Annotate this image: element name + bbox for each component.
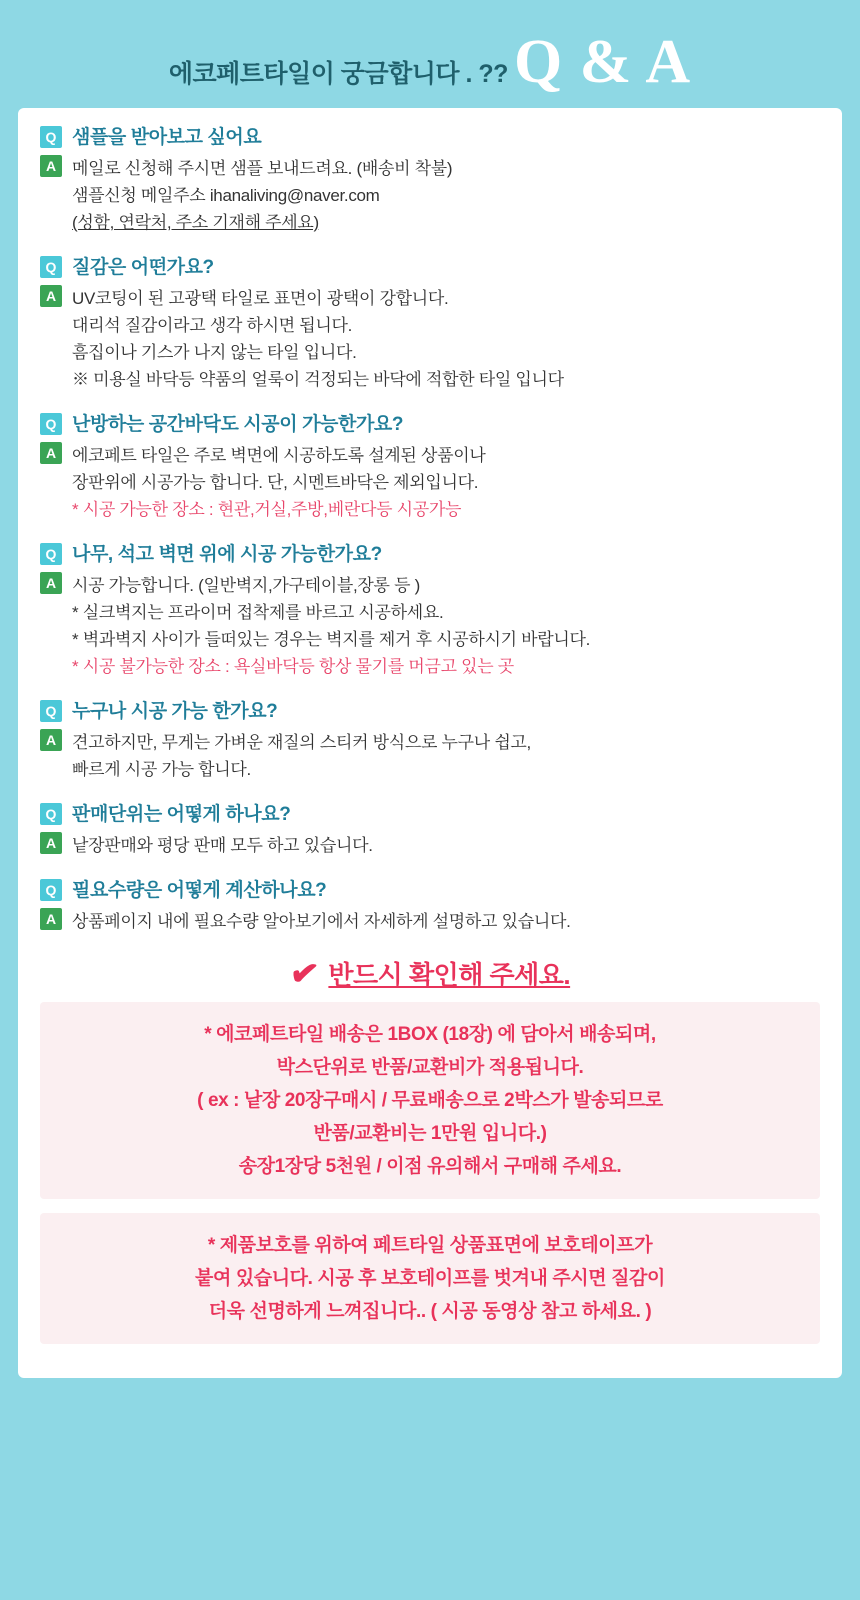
faq-item bbox=[40, 256, 820, 393]
question-badge: Q bbox=[40, 256, 62, 278]
notice-box-shipping bbox=[40, 1002, 820, 1199]
answer-line: 상품페이지 내에 필요수량 알아보기에서 자세하게 설명하고 있습니다. bbox=[72, 912, 571, 931]
faq-item bbox=[40, 543, 820, 680]
faq-answer-row bbox=[40, 442, 820, 523]
faq-answer-body bbox=[72, 285, 564, 393]
answer-badge: A bbox=[40, 832, 62, 854]
faq-answer-body bbox=[72, 729, 531, 783]
faq-question-text: 판매단위는 어떻게 하나요? bbox=[72, 804, 291, 825]
notice-line: 붙여 있습니다. 시공 후 보호테이프를 벗겨내 주시면 질감이 bbox=[195, 1268, 665, 1289]
faq-answer-body bbox=[72, 832, 373, 859]
faq-question-row bbox=[40, 879, 820, 902]
answer-line: 메일로 신청해 주시면 샘플 보내드려요. (배송비 착불) bbox=[72, 159, 453, 178]
answer-badge: A bbox=[40, 285, 62, 307]
faq-answer-row bbox=[40, 572, 820, 680]
notice-box-protective-tape bbox=[40, 1213, 820, 1344]
faq-item bbox=[40, 803, 820, 859]
notice-line: * 에코페트타일 배송은 1BOX (18장) 에 담아서 배송되며, bbox=[204, 1024, 656, 1045]
faq-item bbox=[40, 126, 820, 236]
faq-question-row bbox=[40, 126, 820, 149]
answer-line: 빠르게 시공 가능 합니다. bbox=[72, 760, 251, 779]
answer-line: * 시공 가능한 장소 : 현관,거실,주방,베란다등 시공가능 bbox=[72, 500, 462, 519]
answer-line: UV코팅이 된 고광택 타일로 표면이 광택이 강합니다. bbox=[72, 289, 449, 308]
page-header bbox=[0, 0, 860, 108]
notice-line: 송장1장당 5천원 / 이점 유의해서 구매해 주세요. bbox=[238, 1156, 622, 1177]
faq-question-row bbox=[40, 700, 820, 723]
notice-line: * 제품보호를 위하여 페트타일 상품표면에 보호테이프가 bbox=[207, 1235, 653, 1256]
faq-answer-body bbox=[72, 572, 590, 680]
notice-heading bbox=[40, 952, 820, 995]
answer-line: 샘플신청 메일주소 ihanaliving@naver.com bbox=[72, 186, 380, 205]
faq-question-text: 필요수량은 어떻게 계산하나요? bbox=[72, 880, 327, 901]
answer-line: 에코페트 타일은 주로 벽면에 시공하도록 설계된 상품이나 bbox=[72, 446, 486, 465]
faq-answer-row bbox=[40, 832, 820, 859]
notice-line: 박스단위로 반품/교환비가 적용됩니다. bbox=[276, 1057, 584, 1078]
answer-badge: A bbox=[40, 155, 62, 177]
answer-line: 흠집이나 기스가 나지 않는 타일 입니다. bbox=[72, 343, 357, 362]
notice-line: 반품/교환비는 1만원 입니다.) bbox=[313, 1123, 547, 1144]
notice-title: 반드시 확인해 주세요. bbox=[328, 960, 571, 990]
faq-item bbox=[40, 879, 820, 935]
answer-badge: A bbox=[40, 442, 62, 464]
faq-answer-row bbox=[40, 285, 820, 393]
notice-line: ( ex : 낱장 20장구매시 / 무료배송으로 2박스가 발송되므로 bbox=[197, 1090, 663, 1111]
faq-answer-row bbox=[40, 729, 820, 783]
faq-answer-row bbox=[40, 908, 820, 935]
answer-badge: A bbox=[40, 572, 62, 594]
faq-answer-row bbox=[40, 155, 820, 236]
faq-question-text: 샘플을 받아보고 싶어요 bbox=[72, 127, 262, 148]
faq-card bbox=[18, 108, 842, 1378]
answer-line: 장판위에 시공가능 합니다. 단, 시멘트바닥은 제외입니다. bbox=[72, 473, 479, 492]
faq-question-text: 누구나 시공 가능 한가요? bbox=[72, 701, 278, 722]
faq-question-text: 나무, 석고 벽면 위에 시공 가능한가요? bbox=[72, 544, 382, 565]
faq-question-row bbox=[40, 803, 820, 826]
answer-line: * 시공 불가능한 장소 : 욕실바닥등 항상 물기를 머금고 있는 곳 bbox=[72, 657, 514, 676]
notice-line: 더욱 선명하게 느껴집니다.. ( 시공 동영상 참고 하세요. ) bbox=[208, 1301, 652, 1322]
question-badge: Q bbox=[40, 413, 62, 435]
answer-line: 낱장판매와 평당 판매 모두 하고 있습니다. bbox=[72, 836, 373, 855]
answer-badge: A bbox=[40, 908, 62, 930]
question-badge: Q bbox=[40, 803, 62, 825]
answer-line: (성함, 연락처, 주소 기재해 주세요) bbox=[72, 213, 319, 232]
header-question-text: 에코페트타일이 궁금합니다 . ?? bbox=[168, 60, 508, 88]
question-badge: Q bbox=[40, 543, 62, 565]
answer-line: ※ 미용실 바닥등 약품의 얼룩이 걱정되는 바닥에 적합한 타일 입니다 bbox=[72, 370, 564, 389]
question-badge: Q bbox=[40, 879, 62, 901]
answer-line: * 실크벽지는 프라이머 접착제를 바르고 시공하세요. bbox=[72, 603, 444, 622]
answer-line: 견고하지만, 무게는 가벼운 재질의 스티커 방식으로 누구나 쉽고, bbox=[72, 733, 531, 752]
faq-answer-body bbox=[72, 442, 485, 523]
header-inner bbox=[168, 28, 692, 100]
faq-question-row bbox=[40, 256, 820, 279]
question-badge: Q bbox=[40, 126, 62, 148]
answer-badge: A bbox=[40, 729, 62, 751]
faq-answer-body bbox=[72, 155, 452, 236]
question-badge: Q bbox=[40, 700, 62, 722]
faq-item bbox=[40, 413, 820, 523]
faq-question-row bbox=[40, 413, 820, 436]
answer-line: 대리석 질감이라고 생각 하시면 됩니다. bbox=[72, 316, 353, 335]
check-icon: ✔ bbox=[287, 952, 321, 995]
faq-question-row bbox=[40, 543, 820, 566]
header-qa-title: Q & A bbox=[513, 28, 692, 96]
faq-item bbox=[40, 700, 820, 783]
answer-line: * 벽과벽지 사이가 들떠있는 경우는 벽지를 제거 후 시공하시기 바랍니다. bbox=[72, 630, 591, 649]
faq-question-text: 질감은 어떤가요? bbox=[72, 257, 214, 278]
answer-line: 시공 가능합니다. (일반벽지,가구테이블,장롱 등 ) bbox=[72, 576, 421, 595]
faq-answer-body bbox=[72, 908, 571, 935]
faq-question-text: 난방하는 공간바닥도 시공이 가능한가요? bbox=[72, 414, 404, 435]
